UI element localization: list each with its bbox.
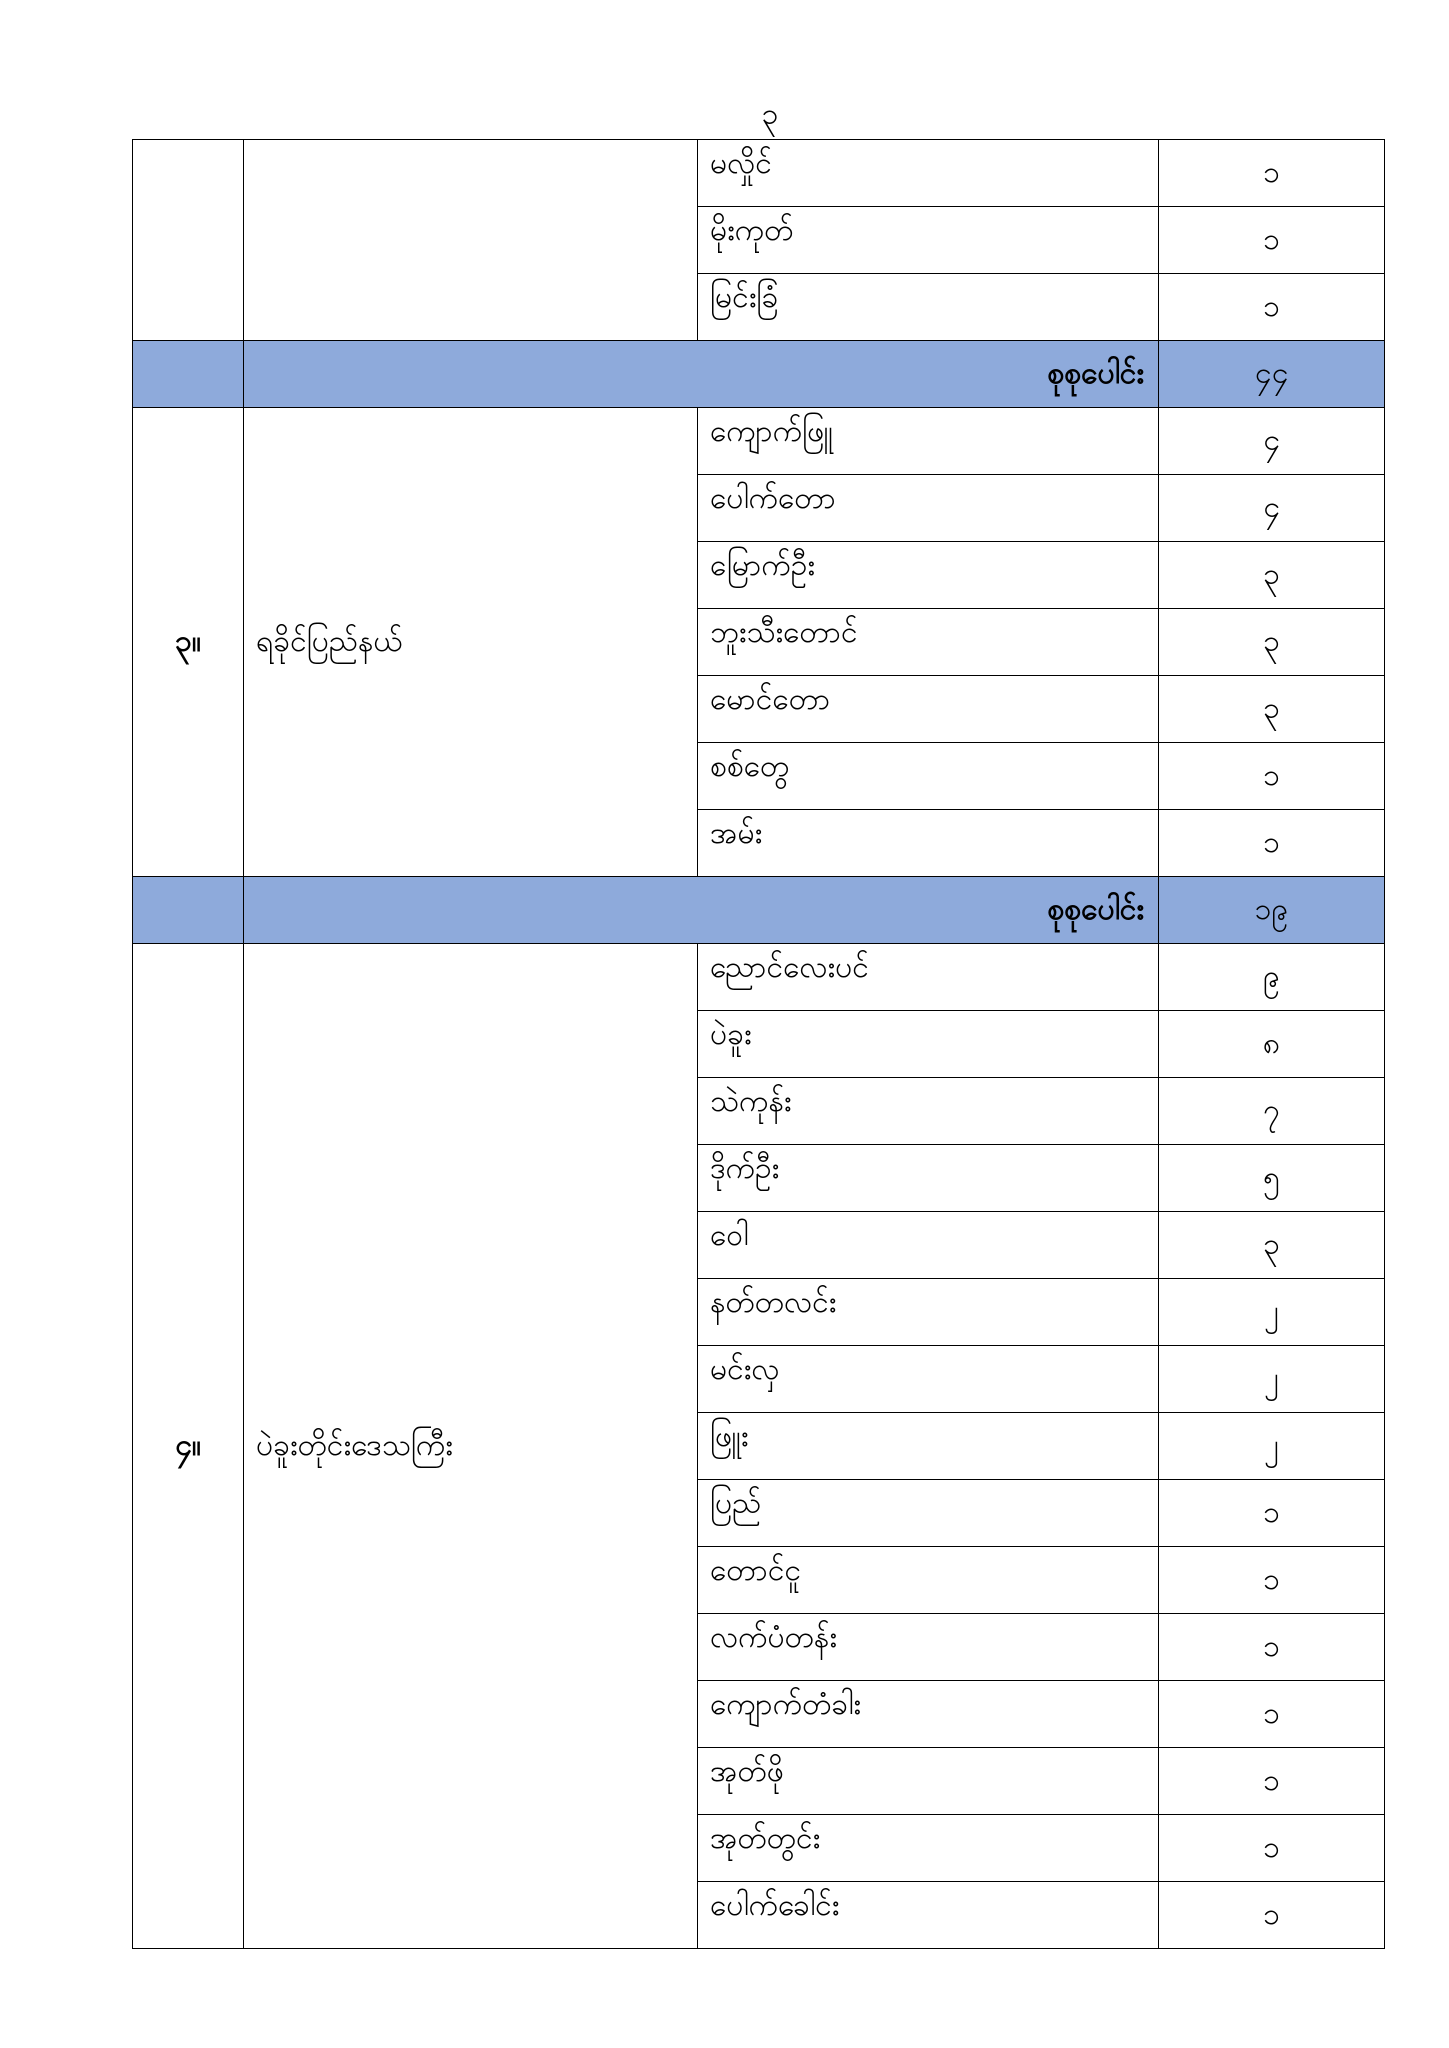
township-name: ဘူးသီးတောင် [698,609,1159,676]
township-name: ပဲခူး [698,1011,1159,1078]
table-row [133,140,1385,207]
township-name: ပေါက်ခေါင်း [698,1882,1159,1949]
township-name: ကျောက်ဖြူ [698,408,1159,475]
township-name: လက်ပံတန်း [698,1614,1159,1681]
total-row-blank-cell [133,341,244,408]
township-name: မောင်တော [698,676,1159,743]
region-name: ရခိုင်ပြည်နယ် [244,408,698,877]
township-name: မလှိုင် [698,140,1159,207]
township-count: ၁ [1159,743,1385,810]
township-name: တောင်ငူ [698,1547,1159,1614]
township-name: မင်းလှ [698,1346,1159,1413]
table-row [133,408,1385,475]
township-count: ၂ [1159,1413,1385,1480]
township-name: ညောင်လေးပင် [698,944,1159,1011]
township-count: ၂ [1159,1346,1385,1413]
township-count: ၂ [1159,1279,1385,1346]
township-count: ၈ [1159,1011,1385,1078]
table-body [133,140,1385,1949]
total-label: စုစုပေါင်း [244,341,1159,408]
township-name: အုတ်တွင်း [698,1815,1159,1882]
township-name: နတ်တလင်း [698,1279,1159,1346]
township-name: ပြည် [698,1480,1159,1547]
township-name: ဒိုက်ဦး [698,1145,1159,1212]
table-row [133,944,1385,1011]
township-count: ၁ [1159,810,1385,877]
total-value: ၁၉ [1159,877,1385,944]
township-count: ၃ [1159,1212,1385,1279]
township-count: ၅ [1159,1145,1385,1212]
township-count: ၁ [1159,1882,1385,1949]
township-count: ၁ [1159,274,1385,341]
total-row [133,341,1385,408]
township-count: ၁ [1159,1614,1385,1681]
township-name: သဲကုန်း [698,1078,1159,1145]
township-name: ပေါက်တော [698,475,1159,542]
township-count-table [132,139,1385,1949]
township-count: ၁ [1159,140,1385,207]
total-label: စုစုပေါင်း [244,877,1159,944]
township-name: မြင်းခြံ [698,274,1159,341]
township-count: ၄ [1159,408,1385,475]
township-count: ၇ [1159,1078,1385,1145]
township-name: မိုးကုတ် [698,207,1159,274]
section-number: ၄။ [133,944,244,1949]
township-count: ၉ [1159,944,1385,1011]
section-number [133,140,244,341]
section-number: ၃။ [133,408,244,877]
township-count: ၁ [1159,1480,1385,1547]
township-count: ၄ [1159,475,1385,542]
township-count: ၁ [1159,1681,1385,1748]
total-row-blank-cell [133,877,244,944]
township-count: ၁ [1159,207,1385,274]
total-row [133,877,1385,944]
township-count: ၃ [1159,676,1385,743]
township-name: ဝေါ [698,1212,1159,1279]
township-name: စစ်တွေ [698,743,1159,810]
region-name [244,140,698,341]
township-name: အမ်း [698,810,1159,877]
township-count: ၁ [1159,1748,1385,1815]
township-count: ၁ [1159,1547,1385,1614]
township-count: ၃ [1159,542,1385,609]
township-count: ၁ [1159,1815,1385,1882]
township-count: ၃ [1159,609,1385,676]
page-number: ၃ [761,97,779,132]
township-name: ကျောက်တံခါး [698,1681,1159,1748]
township-name: ဖြူး [698,1413,1159,1480]
township-name: မြောက်ဦး [698,542,1159,609]
township-name: အုတ်ဖို [698,1748,1159,1815]
region-name: ပဲခူးတိုင်းဒေသကြီး [244,944,698,1949]
total-value: ၄၄ [1159,341,1385,408]
